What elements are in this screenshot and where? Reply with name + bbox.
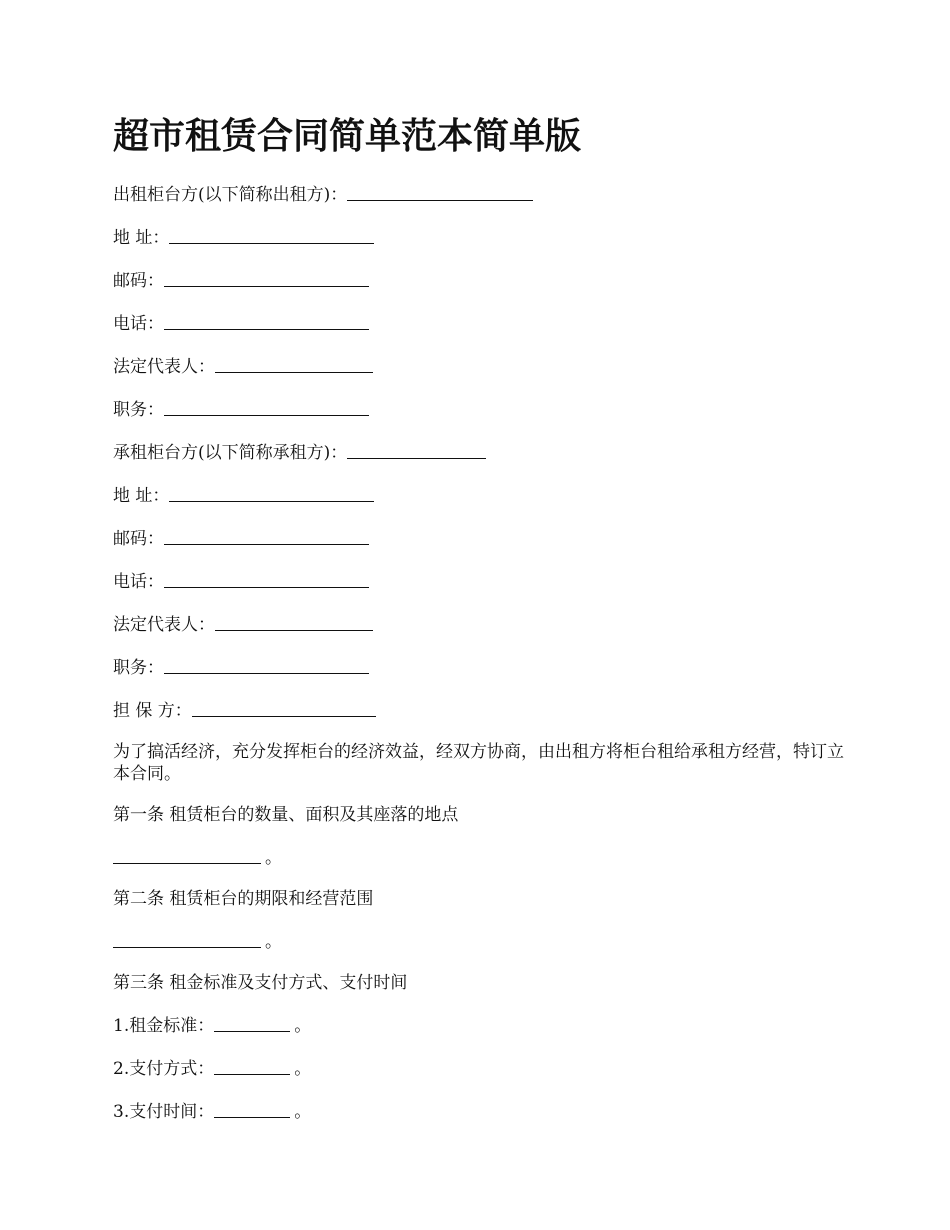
- article3-item1-end-mark: 。: [294, 1016, 312, 1036]
- lessor-heading-line: [113, 182, 858, 206]
- lessee-legal-rep-label: 法定代表人：: [113, 615, 215, 635]
- article2-heading: 第二条 租赁柜台的期限和经营范围: [113, 889, 374, 909]
- article3-item1-blank: [214, 1014, 290, 1032]
- lessee-postcode-label: 邮码：: [113, 529, 164, 549]
- article3-heading: 第三条 租金标准及支付方式、支付时间: [113, 973, 408, 993]
- lessee-phone-label: 电话：: [113, 572, 164, 592]
- lessor-position-label: 职务：: [113, 400, 164, 420]
- lessor-address-line: [113, 225, 858, 249]
- lessor-legal-rep-label: 法定代表人：: [113, 357, 215, 377]
- lessee-phone-blank: [164, 570, 369, 588]
- guarantor-line: [113, 698, 858, 722]
- article3-item3-line: [113, 1099, 858, 1123]
- article3-item2-blank: [214, 1057, 290, 1075]
- lessee-position-line: [113, 655, 858, 679]
- article1-blank: [113, 846, 261, 864]
- article3-item3-label: 3.支付时间：: [113, 1102, 215, 1122]
- document-page: [113, 112, 858, 1142]
- article3-item3-end-mark: 。: [294, 1102, 312, 1122]
- lessor-postcode-line: [113, 268, 858, 292]
- lessee-address-label: 地 址：: [113, 486, 170, 506]
- guarantor-blank: [192, 699, 376, 717]
- lessor-postcode-label: 邮码：: [113, 271, 164, 291]
- lessor-heading-label: 出租柜台方(以下简称出租方)：: [113, 185, 348, 205]
- lessee-postcode-blank: [164, 527, 369, 545]
- lessee-heading-line: [113, 440, 858, 464]
- lessor-phone-line: [113, 311, 858, 335]
- article3-item2-label: 2.支付方式：: [113, 1059, 215, 1079]
- lessor-address-blank: [169, 226, 374, 244]
- lessor-phone-label: 电话：: [113, 314, 164, 334]
- lessee-legal-rep-line: [113, 612, 858, 636]
- article3-item2-end-mark: 。: [294, 1059, 312, 1079]
- article3-item1-label: 1.租金标准：: [113, 1016, 215, 1036]
- lessor-position-line: [113, 397, 858, 421]
- article3-item2-line: [113, 1056, 858, 1080]
- article3-item3-blank: [214, 1100, 290, 1118]
- article2-blank: [113, 930, 261, 948]
- lessee-address-line: [113, 483, 858, 507]
- lessee-address-blank: [169, 484, 374, 502]
- lessor-legal-rep-line: [113, 354, 858, 378]
- lessee-legal-rep-blank: [215, 613, 373, 631]
- article1-fill-line: [113, 845, 858, 869]
- article2-fill-line: [113, 929, 858, 953]
- guarantor-label: 担 保 方：: [113, 701, 192, 721]
- article1-heading: 第一条 租赁柜台的数量、面积及其座落的地点: [113, 805, 459, 825]
- lessor-address-label: 地 址：: [113, 228, 170, 248]
- lessor-legal-rep-blank: [215, 355, 373, 373]
- document-title: 超市租赁合同简单范本简单版: [113, 115, 582, 157]
- intro-paragraph: 为了搞活经济，充分发挥柜台的经济效益，经双方协商，由出租方将柜台租给承租方经营，特订立本合同。: [113, 742, 844, 784]
- lessee-postcode-line: [113, 526, 858, 550]
- lessee-heading-label: 承租柜台方(以下简称承租方)：: [113, 443, 348, 463]
- article1-end-mark: 。: [265, 848, 282, 868]
- lessee-position-blank: [164, 656, 369, 674]
- article2-end-mark: 。: [265, 932, 282, 952]
- lessor-name-blank: [347, 183, 533, 201]
- article3-item1-line: [113, 1013, 858, 1037]
- lessee-phone-line: [113, 569, 858, 593]
- lessee-name-blank: [347, 441, 486, 459]
- lessee-position-label: 职务：: [113, 658, 164, 678]
- lessor-phone-blank: [164, 312, 369, 330]
- lessor-position-blank: [164, 398, 369, 416]
- lessor-postcode-blank: [164, 269, 369, 287]
